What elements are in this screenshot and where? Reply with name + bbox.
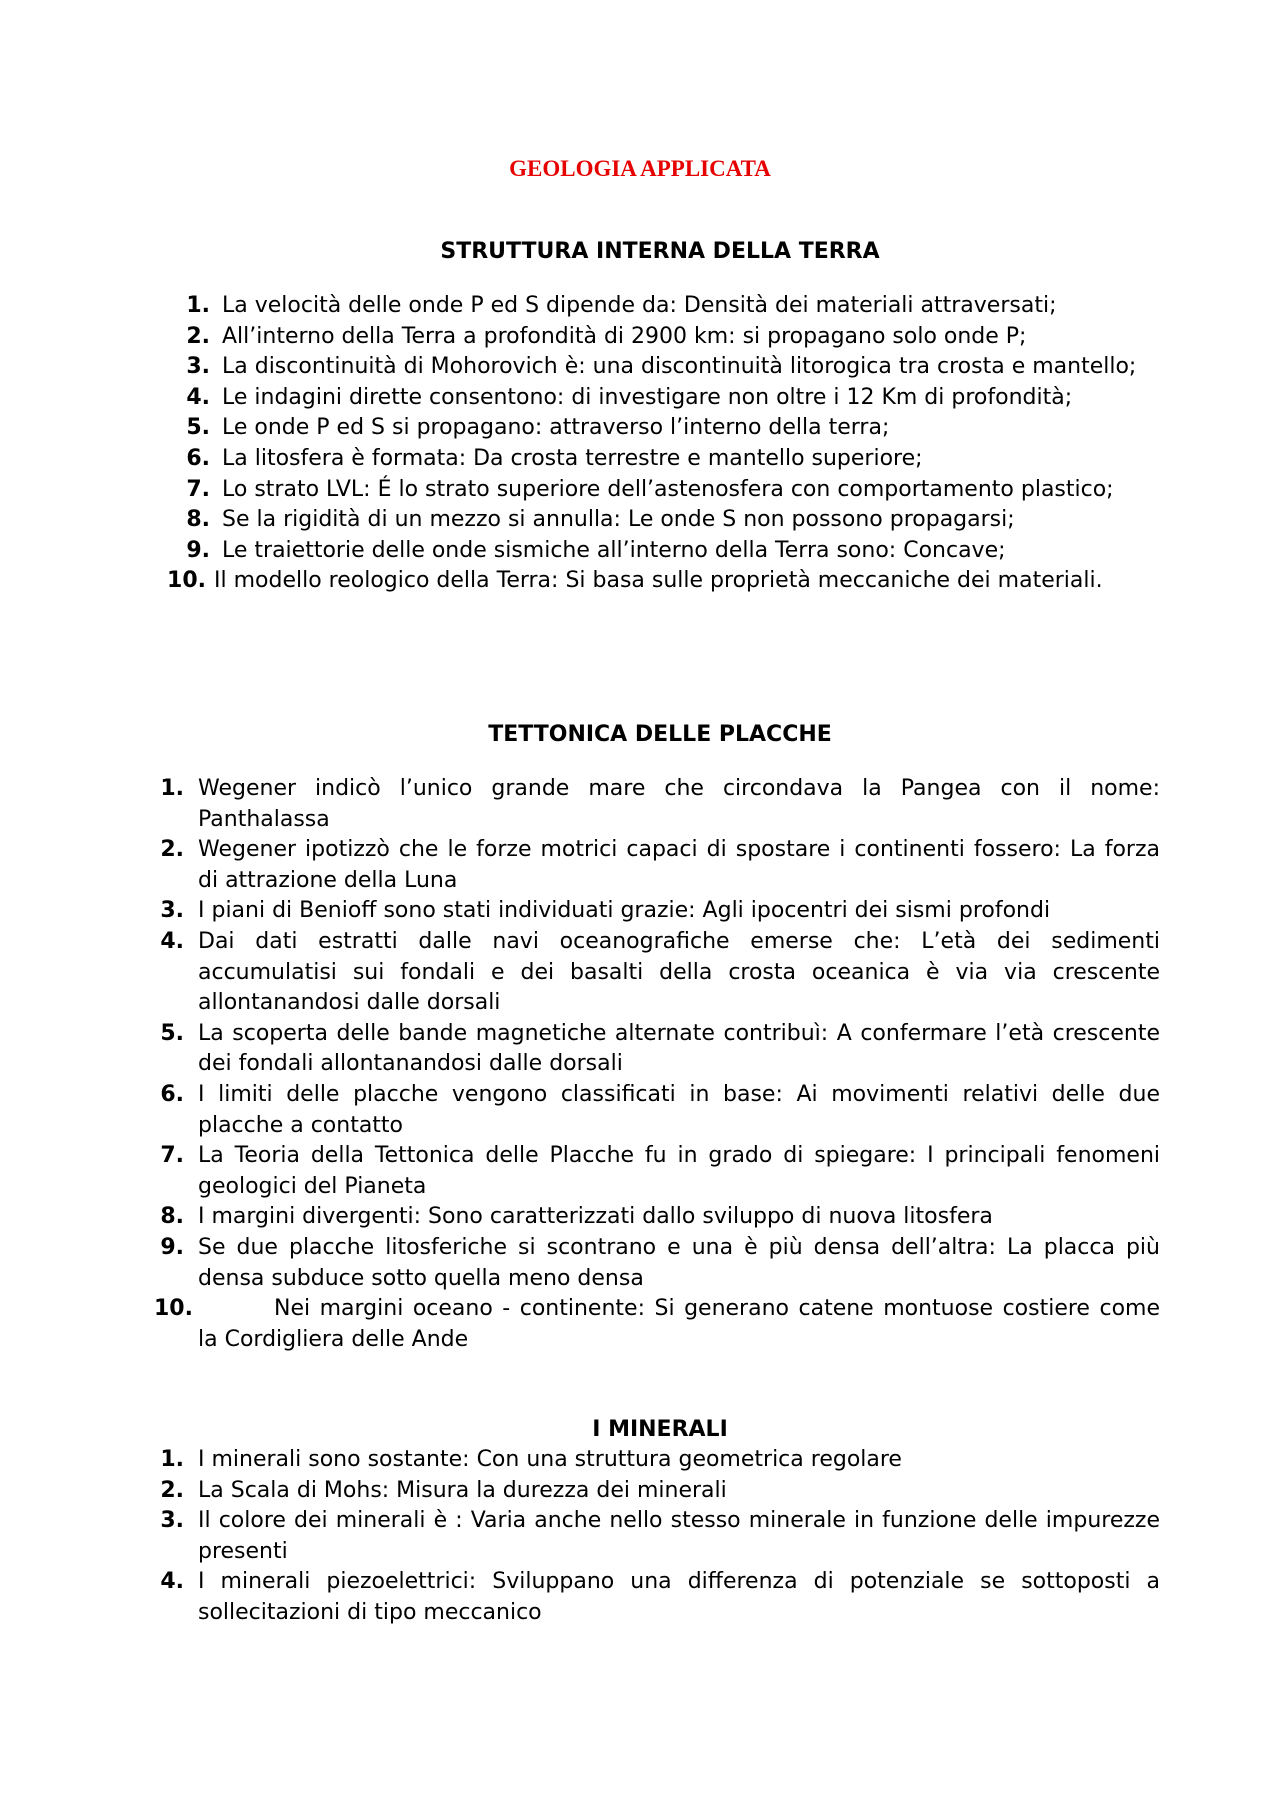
- item-text: I minerali sono sostante: Con una struttura geometrica regolare: [198, 1447, 902, 1472]
- item-number: 5.: [160, 1020, 184, 1046]
- item-text: I piani di Benioff sono stati individuati grazie: Agli ipocentri dei sismi profondi: [198, 898, 1051, 924]
- item-number: 4.: [186, 384, 210, 410]
- item-number: 6.: [160, 1081, 184, 1107]
- list-item: [160, 1476, 1160, 1507]
- list-item: [154, 1294, 1160, 1355]
- item-number: 1.: [160, 1447, 184, 1472]
- item-text: Le traiettorie delle onde sismiche all’interno della Terra sono: Concave;: [222, 537, 1006, 563]
- list-item: [160, 1445, 1160, 1476]
- item-text: Se la rigidità di un mezzo si annulla: Le onde S non possono propagarsi;: [222, 507, 1015, 533]
- item-text: La velocità delle onde P ed S dipende da: Densità dei materiali attraversati;: [222, 293, 1057, 318]
- section-struttura-interna: [160, 237, 1160, 597]
- question-list: [160, 291, 1160, 597]
- list-item: [160, 505, 1160, 536]
- list-item: [160, 1506, 1160, 1567]
- section-title: TETTONICA DELLE PLACCHE: [488, 722, 832, 747]
- item-text: Nei margini oceano - continente: Si generano catene montuose costiere come la Cordigliera delle Ande: [198, 1296, 1160, 1352]
- item-number: 2.: [186, 323, 210, 349]
- list-item: [160, 444, 1160, 475]
- item-number: 3.: [160, 898, 184, 924]
- item-number: 4.: [160, 1569, 184, 1595]
- list-item: [160, 383, 1160, 414]
- list-item: [160, 352, 1160, 383]
- item-number: 4.: [160, 928, 184, 954]
- list-item: [160, 291, 1160, 322]
- item-number: 7.: [160, 1143, 184, 1169]
- list-item: [160, 413, 1160, 444]
- item-number: 10.: [167, 568, 206, 594]
- item-number: 9.: [160, 1234, 184, 1260]
- list-item: [160, 1567, 1160, 1628]
- item-number: 9.: [186, 537, 210, 563]
- item-text: La Scala di Mohs: Misura la durezza dei minerali: [198, 1477, 727, 1503]
- list-item: [160, 1141, 1160, 1202]
- list-item: [160, 774, 1160, 835]
- list-item: [160, 536, 1160, 567]
- item-number: 8.: [186, 507, 210, 533]
- item-number: 7.: [186, 476, 210, 502]
- item-number: 1.: [160, 776, 184, 801]
- list-item: [160, 475, 1160, 506]
- list-item: [160, 566, 1160, 597]
- item-text: All’interno della Terra a profondità di 2900 km: si propagano solo onde P;: [222, 323, 1027, 349]
- list-item: [160, 1019, 1160, 1080]
- section-title: I MINERALI: [592, 1417, 728, 1442]
- item-text: Lo strato LVL: É lo strato superiore dell’astenosfera con comportamento plastico;: [222, 476, 1114, 502]
- item-text: La scoperta delle bande magnetiche alternate contribuì: A confermare l’età crescente dei fondali allontanandosi dalle dorsali: [198, 1020, 1160, 1077]
- item-number: 8.: [160, 1204, 184, 1230]
- item-text: Wegener indicò l’unico grande mare che circondava la Pangea con il nome: Panthalassa: [198, 776, 1160, 832]
- item-text: Se due placche litosferiche si scontrano e una è più densa dell’altra: La placca più densa subduce sotto quella meno densa: [198, 1234, 1160, 1291]
- item-text: I margini divergenti: Sono caratterizzati dallo sviluppo di nuova litosfera: [198, 1204, 993, 1230]
- list-item: [160, 1202, 1160, 1233]
- item-number: 5.: [186, 415, 210, 441]
- question-list: [160, 1445, 1160, 1629]
- item-number: 10.: [154, 1296, 193, 1322]
- item-text: I minerali piezoelettrici: Sviluppano una differenza di potenziale se sottoposti a sollecitazioni di tipo meccanico: [198, 1569, 1160, 1625]
- item-number: 6.: [186, 445, 210, 471]
- item-text: I limiti delle placche vengono classificati in base: Ai movimenti relativi delle due placche a contatto: [198, 1081, 1160, 1138]
- list-item: [160, 1080, 1160, 1141]
- item-text: Wegener ipotizzò che le forze motrici capaci di spostare i continenti fossero: La forza di attrazione della Luna: [198, 837, 1160, 893]
- item-number: 2.: [160, 1477, 184, 1503]
- item-text: La litosfera è formata: Da crosta terrestre e mantello superiore;: [222, 445, 923, 471]
- section-tettonica: [154, 720, 1160, 1355]
- section-minerali: [160, 1415, 1160, 1629]
- item-text: Il modello reologico della Terra: Si basa sulle proprietà meccaniche dei materiali.: [214, 568, 1103, 594]
- item-number: 3.: [160, 1508, 184, 1534]
- question-list: [154, 774, 1160, 1355]
- item-text: Le indagini dirette consentono: di investigare non oltre i 12 Km di profondità;: [222, 384, 1073, 410]
- list-item: [160, 322, 1160, 353]
- item-text: Le onde P ed S si propagano: attraverso l’interno della terra;: [222, 415, 890, 441]
- list-item: [160, 1233, 1160, 1294]
- item-text: Dai dati estratti dalle navi oceanografiche emerse che: L’età dei sedimenti accumulatisi sui fondali e dei basalti della crosta oceanica è via via crescente allontanandosi dalle dorsali: [198, 928, 1160, 1016]
- item-text: La discontinuità di Mohorovich è: una discontinuità litorogica tra crosta e mantello;: [222, 354, 1137, 380]
- item-number: 3.: [186, 354, 210, 380]
- list-item: [160, 927, 1160, 1019]
- section-title: STRUTTURA INTERNA DELLA TERRA: [440, 239, 880, 264]
- item-number: 2.: [160, 837, 184, 863]
- document-title: GEOLOGIA APPLICATA: [509, 156, 771, 181]
- list-item: [160, 835, 1160, 896]
- item-text: Il colore dei minerali è : Varia anche nello stesso minerale in funzione delle impurezze presenti: [198, 1508, 1160, 1564]
- list-item: [160, 896, 1160, 927]
- item-number: 1.: [186, 293, 210, 318]
- item-text: La Teoria della Tettonica delle Placche fu in grado di spiegare: I principali fenomeni geologici del Pianeta: [198, 1143, 1160, 1199]
